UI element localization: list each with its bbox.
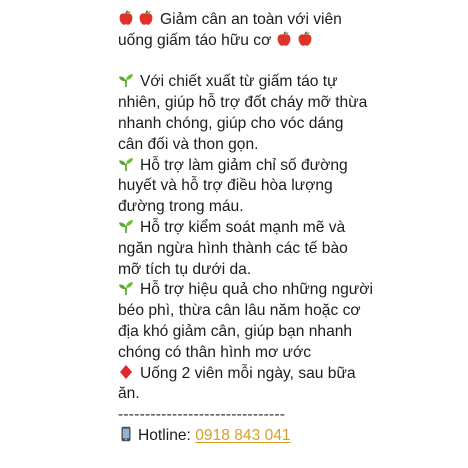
red-diamond-icon: [118, 364, 134, 380]
benefit-3-line-3: mỡ tích tụ dưới da.: [118, 260, 252, 278]
benefit-2-line-3: đường trong máu.: [118, 198, 244, 216]
benefit-1-line-3: nhanh chóng, giúp cho vóc dáng: [118, 114, 344, 132]
seedling-icon: [118, 156, 134, 172]
benefit-1-line-1: Với chiết xuất từ giấm táo tự: [118, 72, 458, 93]
seedling-icon: [118, 280, 134, 296]
blank-line: [118, 52, 458, 73]
apple-icon: [118, 10, 134, 26]
benefit-4-line-1: Hỗ trợ hiệu quả cho những người: [118, 280, 458, 301]
apple-icon: [138, 10, 154, 26]
hotline-line: [118, 426, 458, 447]
hotline-number-link[interactable]: 0918 843 041: [195, 426, 291, 444]
hotline-label: Hotline:: [138, 426, 191, 444]
benefit-2-line-2: huyết và hỗ trợ điều hòa lượng: [118, 177, 333, 195]
seedling-icon: [118, 218, 134, 234]
usage-line-2: ăn.: [118, 385, 140, 403]
apple-icon: [276, 31, 292, 47]
product-note: [118, 10, 458, 447]
benefit-3-line-1: Hỗ trợ kiểm soát mạnh mẽ và: [118, 218, 458, 239]
title-text-1: Giảm cân an toàn với viên: [160, 11, 342, 28]
benefit-1-line-2: nhiên, giúp hỗ trợ đốt cháy mỡ thừa: [118, 94, 368, 112]
title-text-2: uống giấm táo hữu cơ: [118, 31, 272, 49]
divider: -------------------------------: [118, 406, 286, 424]
title-line-2: [118, 31, 458, 52]
benefit-1-line-4: cân đối và thon gọn.: [118, 135, 259, 153]
usage-line-1: Uống 2 viên mỗi ngày, sau bữa: [118, 364, 458, 385]
benefit-3-line-2: ngăn ngừa hình thành các tế bào: [118, 239, 348, 257]
title-line-1: [118, 10, 458, 31]
benefit-2-line-1: Hỗ trợ làm giảm chỉ số đường: [118, 156, 458, 177]
apple-icon: [297, 31, 313, 47]
benefit-4-line-3: địa khó giảm cân, giúp bạn nhanh: [118, 322, 353, 340]
benefit-4-line-2: béo phì, thừa cân lâu năm hoặc cơ: [118, 302, 361, 320]
seedling-icon: [118, 72, 134, 88]
benefit-4-line-4: chóng có thân hình mơ ước: [118, 343, 311, 361]
mobile-phone-icon: [118, 426, 134, 442]
